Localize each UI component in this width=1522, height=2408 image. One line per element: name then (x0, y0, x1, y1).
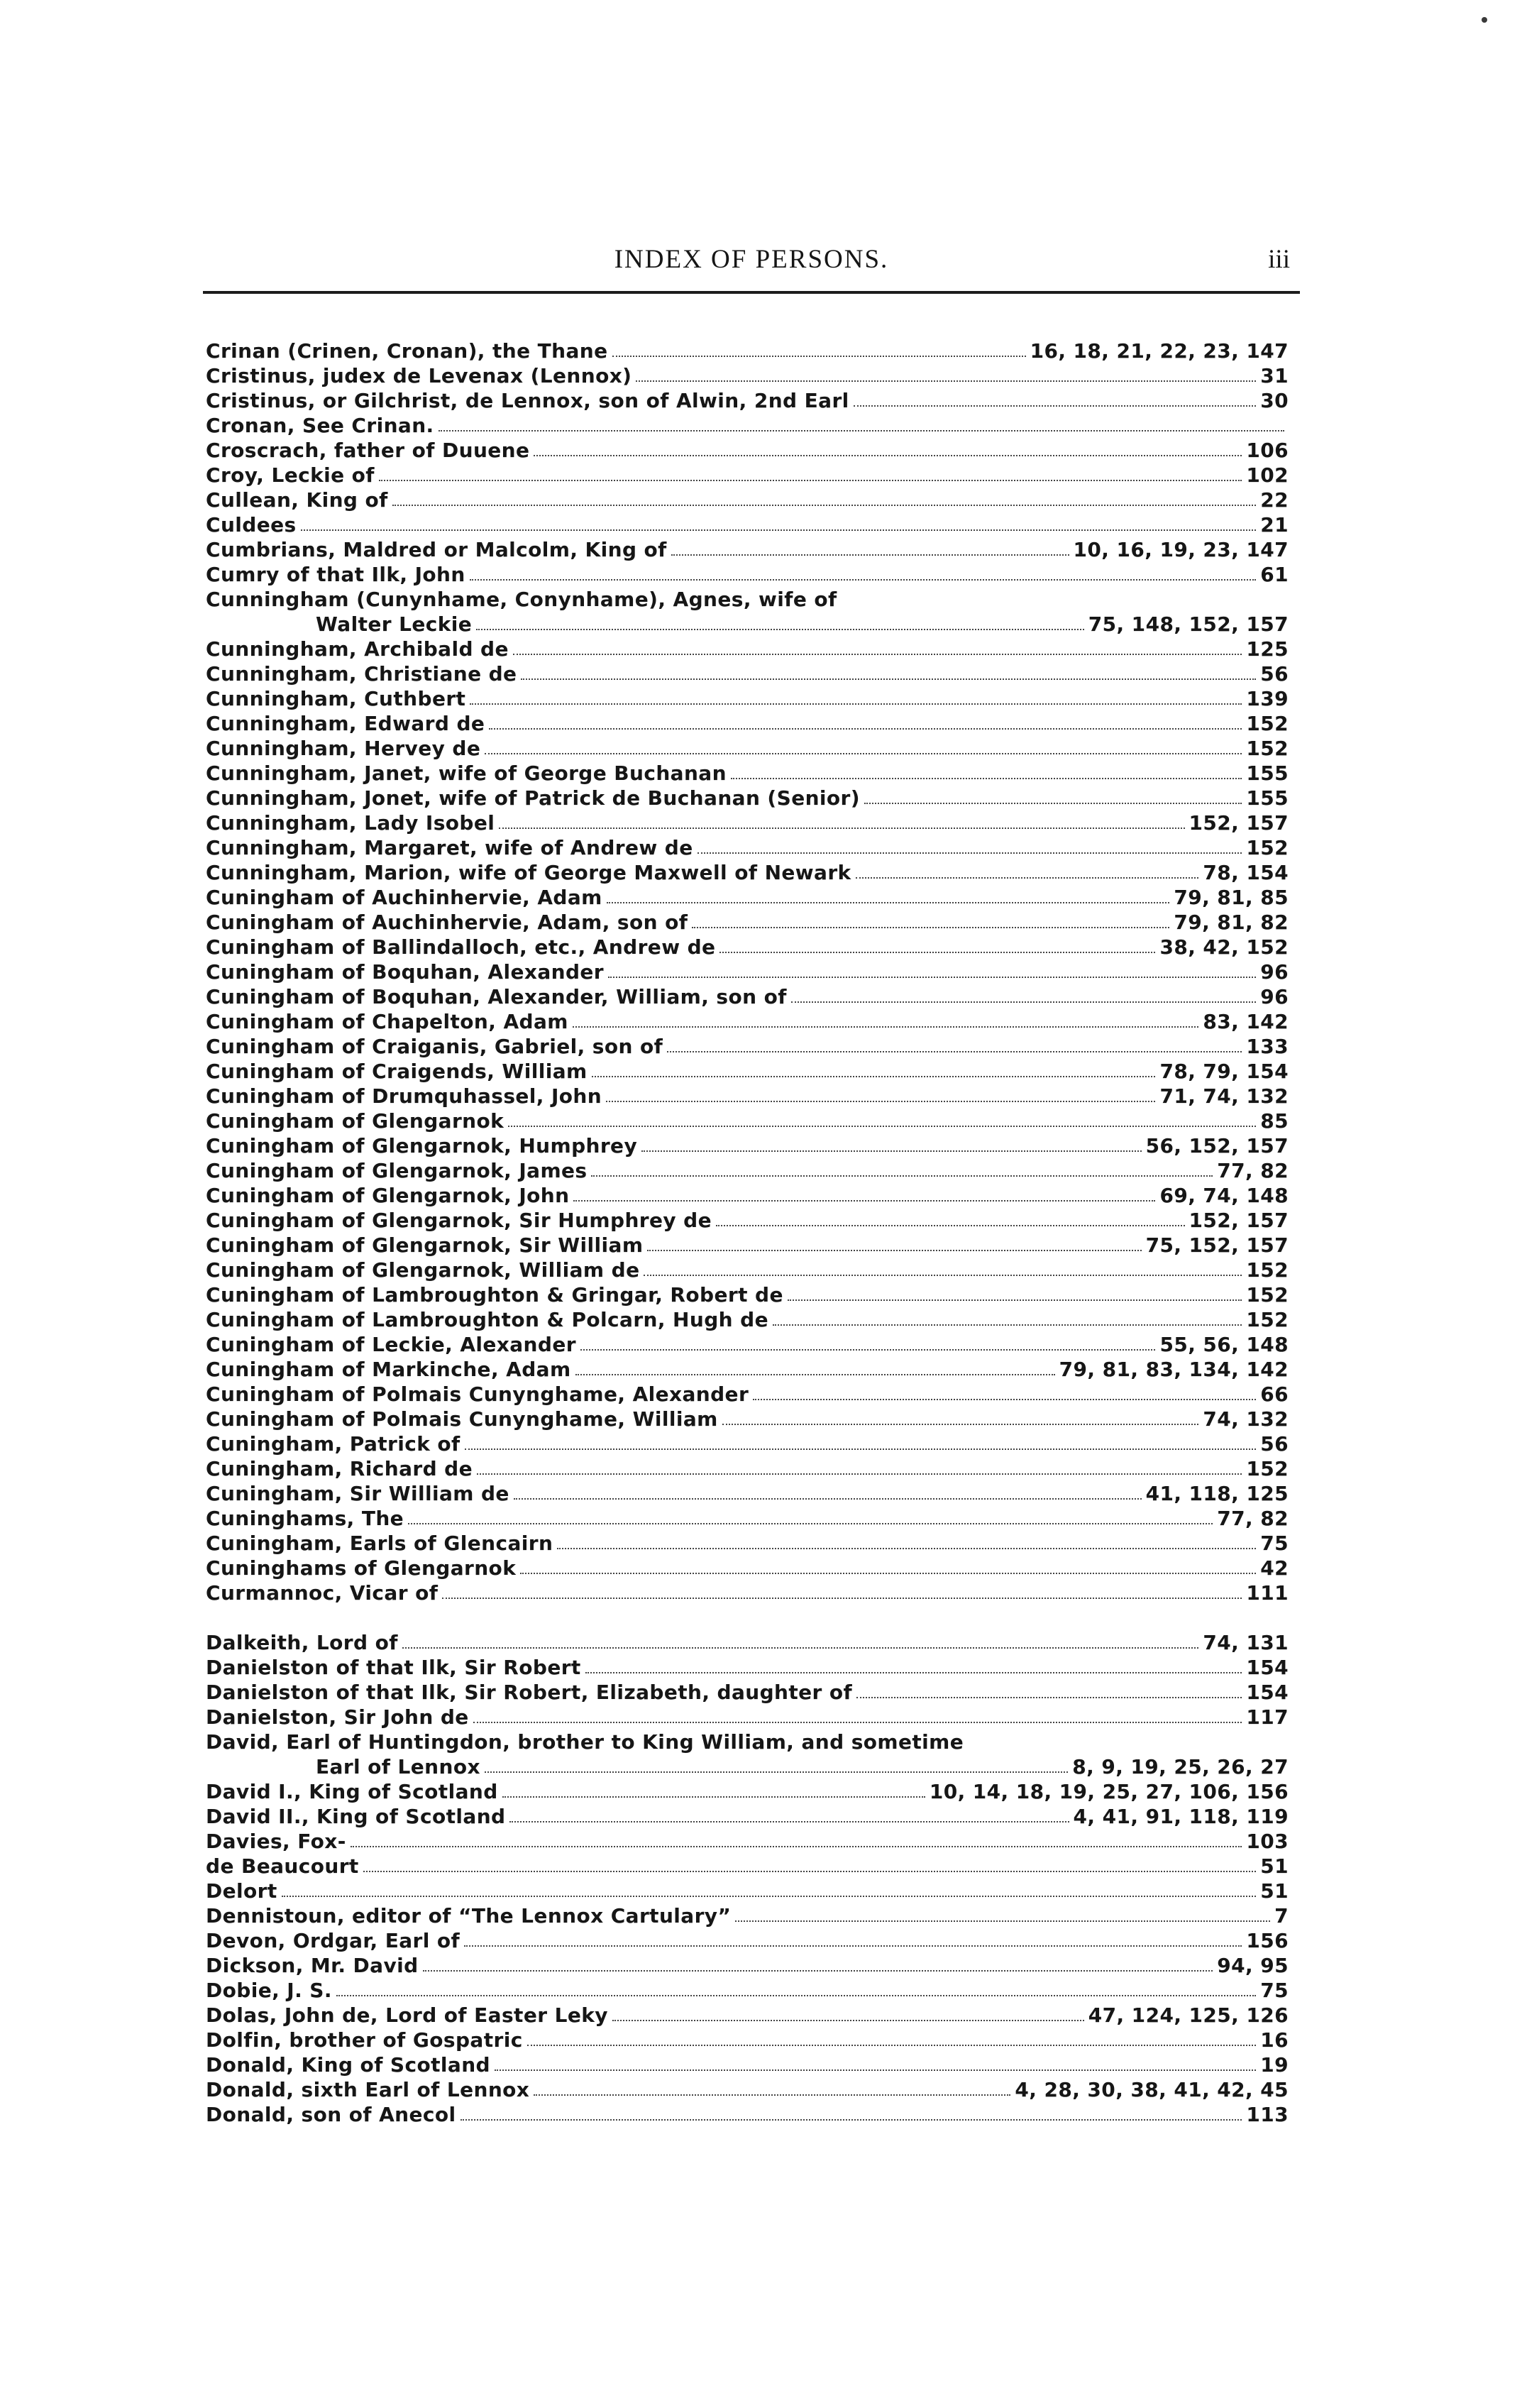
dot-leader (641, 1135, 1141, 1152)
dot-leader (722, 1408, 1199, 1425)
index-entry-continuation (206, 612, 1289, 637)
entry-name: Cuningham of Polmais Cunynghame, William (206, 1407, 718, 1431)
entry-pages: 74, 131 (1203, 1631, 1289, 1654)
index-entry (206, 661, 1289, 686)
index-entry (206, 1258, 1289, 1282)
entry-pages: 155 (1246, 762, 1289, 785)
dot-leader (336, 1979, 1256, 1996)
entry-pages: 79, 81, 85 (1174, 886, 1289, 909)
index-entry (206, 686, 1289, 711)
index-entry (206, 587, 1289, 612)
entry-name: Dickson, Mr. David (206, 1954, 419, 1977)
index-entry (206, 1978, 1289, 2003)
dot-leader (423, 1955, 1213, 1972)
dot-leader (864, 787, 1242, 804)
entry-pages: 66 (1260, 1382, 1289, 1406)
entry-pages: 77, 82 (1217, 1507, 1289, 1530)
dot-leader (476, 613, 1084, 630)
entry-name: Cuningham of Glengarnok, John (206, 1184, 570, 1207)
index-entry (206, 413, 1289, 438)
index-entry (206, 736, 1289, 761)
entry-pages: 51 (1260, 1879, 1289, 1903)
dot-leader (509, 1805, 1069, 1823)
entry-pages: 31 (1260, 364, 1289, 387)
entry-pages: 22 (1260, 488, 1289, 512)
entry-name: Dobie, J. S. (206, 1979, 332, 2002)
dot-leader (521, 663, 1256, 680)
entry-pages: 96 (1260, 985, 1289, 1008)
entry-name: Donald, son of Anecol (206, 2103, 456, 2126)
entry-name: Cuninghams, The (206, 1507, 404, 1530)
entry-pages: 102 (1246, 463, 1289, 487)
entry-name: Cristinus, judex de Levenax (Lennox) (206, 364, 632, 387)
index-entry (206, 1903, 1289, 1928)
entry-pages: 10, 14, 18, 19, 25, 27, 106, 156 (929, 1780, 1289, 1803)
entry-pages: 51 (1260, 1854, 1289, 1878)
entry-name: Cuningham of Boquhan, Alexander (206, 960, 604, 984)
dot-leader (773, 1309, 1242, 1326)
index-entry (206, 1059, 1289, 1084)
dot-leader (470, 688, 1242, 705)
entry-pages: 154 (1246, 1681, 1289, 1704)
dot-leader (591, 1160, 1213, 1177)
dot-leader (402, 1632, 1199, 1649)
entry-pages: 152 (1246, 737, 1289, 760)
index-entry (206, 860, 1289, 885)
entry-pages: 30 (1260, 389, 1289, 412)
index-entry (206, 711, 1289, 736)
entry-name: Cuningham of Auchinhervie, Adam, son of (206, 911, 688, 934)
entry-pages: 106 (1246, 439, 1289, 462)
index-entry (206, 810, 1289, 835)
index-entry (206, 1009, 1289, 1034)
entry-name: Cunningham, Christiane de (206, 662, 517, 686)
entry-name: Curmannoc, Vicar of (206, 1581, 439, 1605)
entry-name: Cunningham, Marion, wife of George Maxwell of Newark (206, 861, 851, 884)
dot-leader (735, 1905, 1270, 1922)
entry-pages: 152 (1246, 1457, 1289, 1480)
entry-name: Cuningham of Drumquhassel, John (206, 1084, 602, 1108)
index-entry (206, 1879, 1289, 1903)
entry-pages: 21 (1260, 513, 1289, 537)
entry-pages: 47, 124, 125, 126 (1088, 2003, 1289, 2027)
dot-leader (592, 1060, 1156, 1077)
entry-name: Dennistoun, editor of “The Lennox Cartulary” (206, 1904, 732, 1928)
entry-pages: 4, 41, 91, 118, 119 (1073, 1805, 1289, 1828)
entry-name: Cuningham of Glengarnok (206, 1109, 504, 1133)
entry-name: Cuningham of Glengarnok, Sir William (206, 1233, 644, 1257)
dot-leader (557, 1532, 1256, 1549)
index-entry (206, 1779, 1289, 1804)
entry-name: Cuninghams of Glengarnok (206, 1556, 517, 1580)
entry-name: Cuningham of Glengarnok, Sir Humphrey de (206, 1209, 712, 1232)
entry-name: Cuningham, Richard de (206, 1457, 473, 1480)
index-entry (206, 2003, 1289, 2028)
index-entry (206, 2052, 1289, 2077)
entry-name: Croscrach, father of Duuene (206, 439, 530, 462)
dot-leader (485, 737, 1242, 754)
entry-name: Cuningham, Patrick of (206, 1432, 461, 1456)
index-entry (206, 1084, 1289, 1109)
dot-leader (513, 638, 1242, 655)
dot-leader (856, 862, 1199, 879)
entry-name: Cuningham of Leckie, Alexander (206, 1333, 576, 1356)
entry-name: David II., King of Scotland (206, 1805, 506, 1828)
index-entry (206, 1233, 1289, 1258)
entry-name: Cunningham, Lady Isobel (206, 811, 495, 835)
entry-pages: 56 (1260, 1432, 1289, 1456)
entry-pages: 154 (1246, 1656, 1289, 1679)
index-entry (206, 1332, 1289, 1357)
dot-leader (534, 439, 1242, 456)
entry-name: de Beaucourt (206, 1854, 359, 1878)
entry-pages: 16, 18, 21, 22, 23, 147 (1030, 339, 1289, 363)
entry-name: Donald, sixth Earl of Lennox (206, 2078, 530, 2101)
dot-leader (495, 2054, 1256, 2071)
dot-leader (508, 1110, 1256, 1127)
index-entry (206, 1953, 1289, 1978)
dot-leader (477, 1458, 1242, 1475)
index-entry (206, 761, 1289, 786)
entry-name: Cuningham of Craigends, William (206, 1060, 588, 1083)
entry-pages: 139 (1246, 687, 1289, 710)
dot-leader (439, 414, 1284, 431)
entry-pages: 75, 148, 152, 157 (1088, 612, 1289, 636)
entry-pages: 152 (1246, 1308, 1289, 1331)
entry-name: Cuningham of Chapelton, Adam (206, 1010, 568, 1033)
entry-name: Cuningham of Markinche, Adam (206, 1358, 571, 1381)
dot-leader (575, 1358, 1055, 1375)
entry-name: Danielston, Sir John de (206, 1705, 469, 1729)
entry-name: Cuningham of Polmais Cunynghame, Alexander (206, 1382, 749, 1406)
index-entry (206, 910, 1289, 935)
dot-leader (489, 713, 1242, 730)
entry-pages: 38, 42, 152 (1159, 935, 1289, 959)
entry-pages: 152 (1246, 1283, 1289, 1307)
index-entry (206, 1183, 1289, 1208)
entry-name: Cunningham, Margaret, wife of Andrew de (206, 836, 693, 859)
index-entry (206, 1382, 1289, 1407)
index-list (206, 339, 1289, 2127)
entry-name: Earl of Lennox (316, 1755, 480, 1778)
index-entry (206, 984, 1289, 1009)
entry-name: David I., King of Scotland (206, 1780, 498, 1803)
entry-pages: 78, 154 (1203, 861, 1289, 884)
entry-pages: 133 (1246, 1035, 1289, 1058)
dot-leader (612, 340, 1026, 357)
entry-pages: 10, 16, 19, 23, 147 (1073, 538, 1289, 561)
entry-pages: 55, 56, 148 (1159, 1333, 1289, 1356)
index-entry (206, 463, 1289, 488)
entry-name: Dalkeith, Lord of (206, 1631, 398, 1654)
entry-name: Cronan, See Crinan. (206, 414, 434, 437)
entry-name: Danielston of that Ilk, Sir Robert (206, 1656, 581, 1679)
dot-leader (716, 1209, 1185, 1226)
page-title: INDEX OF PERSONS. (614, 245, 889, 274)
dot-leader (788, 1284, 1242, 1301)
dot-leader (608, 961, 1256, 978)
entry-pages: 19 (1260, 2053, 1289, 2077)
index-entry (206, 1630, 1289, 1655)
index-entry (206, 637, 1289, 661)
entry-pages: 75 (1260, 1532, 1289, 1555)
entry-pages: 111 (1246, 1581, 1289, 1605)
dot-leader (464, 1930, 1242, 1947)
header-rule (203, 291, 1300, 294)
index-entry (206, 2077, 1289, 2102)
entry-name: Culdees (206, 513, 297, 537)
index-entry (206, 1282, 1289, 1307)
index-entry (206, 2102, 1289, 2127)
entry-pages: 94, 95 (1217, 1954, 1289, 1977)
entry-name: Croy, Leckie of (206, 463, 375, 487)
entry-pages: 152 (1246, 1258, 1289, 1282)
index-entry (206, 1655, 1289, 1680)
entry-pages: 75 (1260, 1979, 1289, 2002)
entry-name: Danielston of that Ilk, Sir Robert, Elizabeth, daughter of (206, 1681, 853, 1704)
entry-name: Cunningham, Cuthbert (206, 687, 466, 710)
index-entry (206, 1580, 1289, 1605)
entry-pages: 56 (1260, 662, 1289, 686)
dot-leader (502, 1781, 925, 1798)
index-entry (206, 1208, 1289, 1233)
index-entry (206, 786, 1289, 810)
dot-leader (573, 1184, 1155, 1202)
running-header (203, 244, 1300, 282)
index-entry (206, 1680, 1289, 1705)
entry-pages: 96 (1260, 960, 1289, 984)
index-entry (206, 1854, 1289, 1879)
index-section (206, 339, 1289, 1605)
entry-name: Cuningham of Glengarnok, William de (206, 1258, 640, 1282)
entry-pages: 152 (1246, 712, 1289, 735)
entry-pages: 103 (1246, 1830, 1289, 1853)
entry-pages: 156 (1246, 1929, 1289, 1952)
dot-leader (527, 2029, 1257, 2046)
dot-leader (731, 762, 1242, 779)
dot-leader (363, 1855, 1257, 1872)
entry-name: Crinan (Crinen, Cronan), the Thane (206, 339, 608, 363)
dot-leader (392, 489, 1257, 506)
entry-pages: 78, 79, 154 (1159, 1060, 1289, 1083)
entry-pages: 4, 28, 30, 38, 41, 42, 45 (1015, 2078, 1289, 2101)
index-entry (206, 1829, 1289, 1854)
entry-pages: 16 (1260, 2028, 1289, 2052)
entry-name: Cuningham of Lambroughton & Gringar, Robert de (206, 1283, 783, 1307)
entry-pages: 74, 132 (1203, 1407, 1289, 1431)
entry-name: Cuningham of Glengarnok, Humphrey (206, 1134, 638, 1158)
entry-name: Cunningham, Janet, wife of George Buchanan (206, 762, 727, 785)
index-entry (206, 388, 1289, 413)
entry-name: Cumry of that Ilk, John (206, 563, 465, 586)
index-entry (206, 960, 1289, 984)
index-entry (206, 339, 1289, 363)
entry-name: Cuningham of Ballindalloch, etc., Andrew de (206, 935, 716, 959)
dot-leader (442, 1582, 1242, 1599)
dot-leader (379, 464, 1242, 481)
dot-leader (485, 1756, 1068, 1773)
index-entry (206, 1481, 1289, 1506)
dot-leader (408, 1507, 1213, 1524)
dot-leader (580, 1334, 1156, 1351)
index-entry (206, 1456, 1289, 1481)
dot-leader (667, 1035, 1242, 1052)
entry-pages: 7 (1274, 1904, 1289, 1928)
index-section (206, 1630, 1289, 2127)
dot-leader (856, 1681, 1242, 1698)
index-entry (206, 1730, 1289, 1754)
index-entry (206, 1034, 1289, 1059)
entry-pages: 117 (1246, 1705, 1289, 1729)
entry-pages: 56, 152, 157 (1145, 1134, 1289, 1158)
entry-name: Cumbrians, Maldred or Malcolm, King of (206, 538, 667, 561)
index-entry (206, 935, 1289, 960)
entry-name: Cuningham, Sir William de (206, 1482, 509, 1505)
index-entry (206, 1407, 1289, 1431)
entry-pages: 113 (1246, 2103, 1289, 2126)
index-entry (206, 1133, 1289, 1158)
entry-pages: 83, 142 (1203, 1010, 1289, 1033)
entry-pages: 155 (1246, 786, 1289, 810)
entry-name: Cuningham of Auchinhervie, Adam (206, 886, 602, 909)
dot-leader (636, 365, 1256, 382)
dot-leader (585, 1656, 1242, 1673)
index-entry (206, 1357, 1289, 1382)
index-entry (206, 488, 1289, 512)
dot-leader (534, 2079, 1010, 2096)
entry-name: Cullean, King of (206, 488, 388, 512)
dot-leader (647, 1234, 1141, 1251)
entry-name: Delort (206, 1879, 277, 1903)
entry-name: Donald, King of Scotland (206, 2053, 490, 2077)
page-number: iii (1268, 245, 1290, 274)
entry-name: Cuningham of Glengarnok, James (206, 1159, 588, 1182)
dot-leader (301, 514, 1257, 531)
entry-name: Dolas, John de, Lord of Easter Leky (206, 2003, 608, 2027)
entry-pages: 42 (1260, 1556, 1289, 1580)
index-entry (206, 1531, 1289, 1556)
entry-name: Cunningham, Archibald de (206, 637, 509, 661)
dot-leader (473, 1706, 1242, 1723)
entry-name: Cunningham, Edward de (206, 712, 485, 735)
dot-leader (854, 390, 1257, 407)
dot-leader (573, 1011, 1199, 1028)
entry-name: Cuningham of Craiganis, Gabriel, son of (206, 1035, 663, 1058)
index-entry (206, 835, 1289, 860)
dot-leader (697, 837, 1242, 854)
dot-leader (606, 1085, 1155, 1102)
entry-pages: 41, 118, 125 (1145, 1482, 1289, 1505)
entry-pages: 152 (1246, 836, 1289, 859)
entry-pages: 77, 82 (1217, 1159, 1289, 1182)
entry-name: Cunningham, Jonet, wife of Patrick de Buchanan (Senior) (206, 786, 860, 810)
dot-leader (612, 2004, 1084, 2021)
entry-pages: 79, 81, 83, 134, 142 (1059, 1358, 1289, 1381)
dot-leader (470, 563, 1257, 581)
dot-leader (514, 1483, 1142, 1500)
index-entry (206, 1431, 1289, 1456)
dot-leader (719, 936, 1155, 953)
dot-leader (499, 812, 1184, 829)
entry-pages: 152, 157 (1189, 1209, 1289, 1232)
index-entry (206, 1158, 1289, 1183)
dot-leader (791, 986, 1256, 1003)
index-entry (206, 512, 1289, 537)
dot-leader (753, 1383, 1256, 1400)
index-entry (206, 537, 1289, 562)
entry-name: Cunningham (Cunynhame, Conynhame), Agnes, wife of (206, 588, 837, 611)
index-entry (206, 562, 1289, 587)
entry-pages: 125 (1246, 637, 1289, 661)
scan-speck (1482, 17, 1487, 23)
entry-name: Cunningham, Hervey de (206, 737, 481, 760)
entry-name: David, Earl of Huntingdon, brother to King William, and sometime (206, 1730, 964, 1754)
entry-name: Cuningham of Boquhan, Alexander, William, son of (206, 985, 787, 1008)
dot-leader (465, 1433, 1257, 1450)
dot-leader (644, 1259, 1242, 1276)
entry-pages: 152, 157 (1189, 811, 1289, 835)
index-entry (206, 1804, 1289, 1829)
entry-name: Devon, Ordgar, Earl of (206, 1929, 461, 1952)
dot-leader (607, 886, 1170, 903)
entry-name: Dolfin, brother of Gospatric (206, 2028, 523, 2052)
entry-pages: 69, 74, 148 (1159, 1184, 1289, 1207)
index-entry (206, 1556, 1289, 1580)
index-entry (206, 438, 1289, 463)
dot-leader (282, 1880, 1257, 1897)
entry-name: Cristinus, or Gilchrist, de Lennox, son of Alwin, 2nd Earl (206, 389, 849, 412)
index-entry-continuation (206, 1754, 1289, 1779)
entry-name: Walter Leckie (316, 612, 473, 636)
dot-leader (671, 539, 1069, 556)
dot-leader (461, 2104, 1242, 2121)
index-entry (206, 1506, 1289, 1531)
index-entry (206, 885, 1289, 910)
index-entry (206, 1307, 1289, 1332)
dot-leader (520, 1557, 1256, 1574)
entry-name: Cuningham, Earls of Glencairn (206, 1532, 553, 1555)
entry-name: Cuningham of Lambroughton & Polcarn, Hugh de (206, 1308, 768, 1331)
index-entry (206, 1928, 1289, 1953)
dot-leader (692, 911, 1169, 928)
index-entry (206, 2028, 1289, 2052)
entry-pages: 71, 74, 132 (1159, 1084, 1289, 1108)
entry-pages: 75, 152, 157 (1145, 1233, 1289, 1257)
entry-pages: 79, 81, 82 (1174, 911, 1289, 934)
entry-name: Davies, Fox- (206, 1830, 346, 1853)
index-entry (206, 1705, 1289, 1730)
entry-pages: 85 (1260, 1109, 1289, 1133)
index-entry (206, 363, 1289, 388)
entry-pages: 61 (1260, 563, 1289, 586)
dot-leader (351, 1830, 1242, 1847)
entry-pages: 8, 9, 19, 25, 26, 27 (1072, 1755, 1289, 1778)
index-entry (206, 1109, 1289, 1133)
